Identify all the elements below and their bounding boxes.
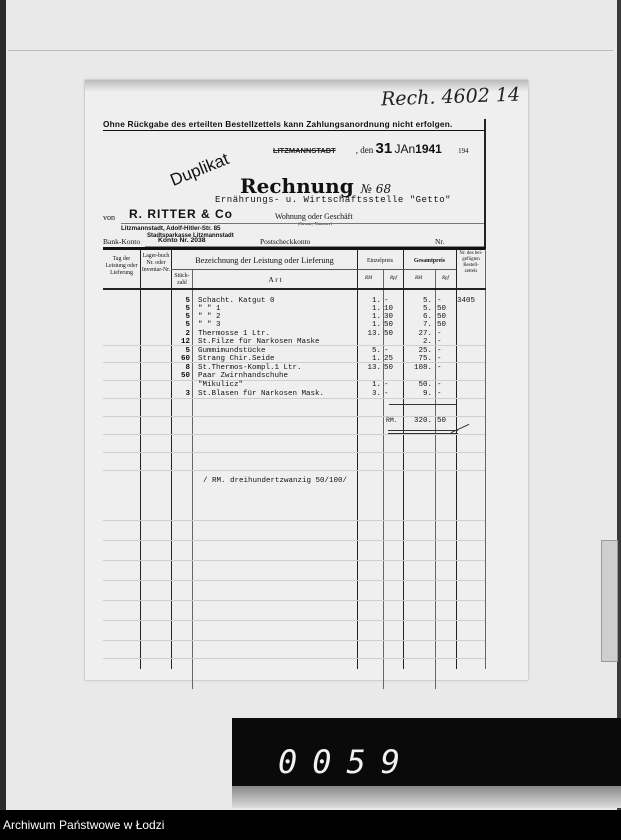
article: Schacht. Katgut 0	[198, 297, 275, 305]
currency-rm: RM	[365, 276, 373, 281]
unit-rpf: 50	[384, 330, 394, 338]
invoice-document	[85, 80, 528, 680]
header-subrule	[357, 269, 456, 270]
recipient: Ernährungs- u. Wirtschaftsstelle "Getto"	[215, 195, 452, 205]
title-text: Rechnung	[240, 174, 354, 198]
article: Paar Zwirnhandschuhe	[198, 372, 289, 380]
qty: 5	[185, 347, 190, 355]
article: " " 3	[198, 321, 221, 329]
unit-rm: 13.	[367, 330, 381, 338]
article: " " 2	[198, 313, 221, 321]
date-day: 31	[375, 140, 393, 157]
unit-rpf: 25	[384, 355, 394, 363]
unit-rpf: 50	[384, 321, 394, 329]
frame-counter: 0059	[278, 743, 416, 781]
unit-rpf: -	[384, 297, 389, 305]
date-year: 1941	[415, 142, 442, 156]
unit-rpf: -	[384, 381, 389, 389]
wohnung-label: Wohnung oder Geschäft	[275, 212, 353, 221]
unit-rm: 13.	[367, 364, 381, 372]
header-gesamtpreis: Gesamtpreis	[413, 258, 446, 264]
notice-line: Ohne Rückgabe des erteilten Bestellzettels kann Zahlungsanordnung nicht erfolgen.	[103, 119, 484, 131]
currency-rpf: Rpf	[442, 276, 449, 281]
unit-rm: 1.	[371, 297, 381, 305]
article: St.Blasen für Narkosen Mask.	[198, 390, 325, 398]
wohnung-underline	[265, 223, 484, 224]
qty: 5	[185, 321, 190, 329]
binder-tab	[601, 540, 618, 662]
printed-year: 194	[458, 147, 469, 155]
sender-bank: Stadtsparkasse Litzmannstadt	[147, 233, 234, 239]
date-month: JAn	[394, 142, 416, 156]
total-rm: 75.	[418, 355, 432, 363]
date-line	[273, 140, 469, 157]
qty: 8	[185, 364, 190, 372]
unit-rm: 1.	[371, 305, 381, 313]
form-row-line	[103, 658, 485, 659]
total-rm: 7.	[422, 321, 432, 329]
form-row-line	[103, 540, 485, 541]
table-row	[85, 355, 528, 364]
currency-rpf: Rpf	[390, 276, 397, 281]
header-subrule	[171, 269, 357, 270]
total-row	[85, 417, 528, 426]
total-rm: 50.	[418, 381, 432, 389]
total-rm: 2.	[422, 338, 432, 346]
qty: 5	[185, 313, 190, 321]
table-row	[85, 321, 528, 330]
header-stueckzahl: Stück-zahl	[174, 273, 190, 286]
total-rpf: -	[437, 364, 442, 372]
total-rm: 5.	[422, 297, 432, 305]
total-rpf: 50	[437, 305, 447, 313]
header-bottom-rule	[103, 288, 486, 290]
header-bezeichnung: Bezeichnung der Leistung oder Lieferung	[195, 256, 334, 265]
total-rpf: -	[437, 338, 442, 346]
table-row	[85, 390, 528, 399]
subtotal-rule	[389, 404, 457, 405]
unit-rm: 1.	[371, 355, 381, 363]
postscheck-label: Postscheckkonto	[260, 237, 311, 246]
unit-rm: 5.	[371, 347, 381, 355]
total-rm: 6.	[422, 313, 432, 321]
form-row-line	[103, 620, 485, 621]
sender-address: Litzmannstadt, Adolf-Hitler-Str. 85	[121, 225, 221, 232]
header-lager: Lager-buch Nr. oder Inventar-Nr.	[141, 253, 171, 273]
form-row-line	[103, 640, 485, 641]
unit-rm: 1.	[371, 321, 381, 329]
sender-firm: R. RITTER & Co	[129, 207, 233, 221]
header-einzelpreis: Einzelpreis	[366, 258, 394, 264]
date-city: LITZMANNSTADT	[273, 146, 336, 155]
archive-name: Archiwum Państwowe w Łodzi	[3, 818, 165, 832]
total-rm: 27.	[418, 330, 432, 338]
total-double-rule	[388, 433, 458, 434]
total-double-rule	[388, 430, 458, 431]
scan-right-edge	[617, 0, 621, 810]
article: " " 1	[198, 305, 221, 313]
unit-rpf: 50	[384, 364, 394, 372]
total-rpf: -	[437, 381, 442, 389]
total-rm: 5.	[422, 305, 432, 313]
total-label: RM.	[386, 417, 398, 424]
total-rpf: -	[437, 390, 442, 398]
handwritten-note: Rech. 4602 14	[380, 83, 521, 111]
scan-left-edge	[0, 0, 6, 810]
scan-line	[8, 50, 613, 51]
qty: 60	[180, 355, 190, 363]
total-rpf: 50	[437, 313, 447, 321]
article: St.Filze für Narkosen Maske	[198, 338, 320, 346]
qty: 2	[185, 330, 190, 338]
nr-label: Nr.	[435, 237, 445, 246]
unit-rpf: 30	[384, 313, 394, 321]
qty: 3	[185, 390, 190, 398]
date-den: , den	[355, 145, 374, 155]
article: Thermosse 1 Ltr.	[198, 330, 271, 338]
qty: 5	[185, 297, 190, 305]
counter-band-fade	[232, 786, 621, 808]
qty: 5	[185, 305, 190, 313]
total-rm: 9.	[422, 390, 432, 398]
table-row	[85, 372, 528, 381]
article: Strang Chir.Seide	[198, 355, 275, 363]
total-rpf: -	[437, 297, 442, 305]
total-rm: 108.	[413, 364, 432, 372]
firm-underline	[121, 223, 271, 224]
total-rpf: -	[437, 330, 442, 338]
article: St.Thermos-Kompl.1 Ltr.	[198, 364, 302, 372]
total-rm: 25.	[418, 347, 432, 355]
amount-in-words: / RM. dreihundertzwanzig 50/100/	[203, 477, 348, 485]
margin-rule	[484, 119, 486, 249]
currency-rm: RM	[415, 276, 423, 281]
form-row-line	[103, 600, 485, 601]
form-row-line	[103, 560, 485, 561]
total-rpf: -	[437, 347, 442, 355]
header-bestell-nr: Nr. des bei-gefügten Bestell-zettels	[459, 251, 483, 274]
unit-rm: 3.	[371, 390, 381, 398]
unit-rpf: -	[384, 347, 389, 355]
table-row	[85, 338, 528, 347]
invoice-number: № 68	[360, 182, 392, 196]
qty: 50	[180, 372, 190, 380]
total-rpf: 50	[437, 321, 447, 329]
order-slip-nr: 3405	[457, 297, 476, 305]
unit-rpf: -	[384, 390, 389, 398]
table-top-rule	[103, 247, 486, 250]
article: "Mikulicz"	[198, 381, 244, 389]
duplicate-stamp: Duplikat	[167, 149, 232, 190]
unit-rpf: 10	[384, 305, 394, 313]
form-row-line	[103, 580, 485, 581]
grand-total-rpf: 50	[437, 417, 447, 425]
form-row-line	[103, 452, 485, 453]
unit-rm: 1.	[371, 381, 381, 389]
header-art: A r t	[268, 275, 282, 284]
konto-number: Konto Nr. 2038	[158, 237, 206, 244]
article: Gummimundstücke	[198, 347, 266, 355]
unit-rm: 1.	[371, 313, 381, 321]
grand-total-rm: 320.	[413, 417, 432, 425]
total-rpf: -	[437, 355, 442, 363]
qty: 12	[180, 338, 190, 346]
table-row	[85, 381, 528, 390]
form-row-line	[103, 434, 485, 435]
header-tag: Tag der Leistung oder Lieferung	[105, 256, 138, 276]
von-label: von	[103, 213, 115, 222]
bank-konto-label: Bank-Konto	[103, 237, 141, 246]
form-row-line	[103, 520, 485, 521]
form-row-line	[103, 470, 485, 471]
